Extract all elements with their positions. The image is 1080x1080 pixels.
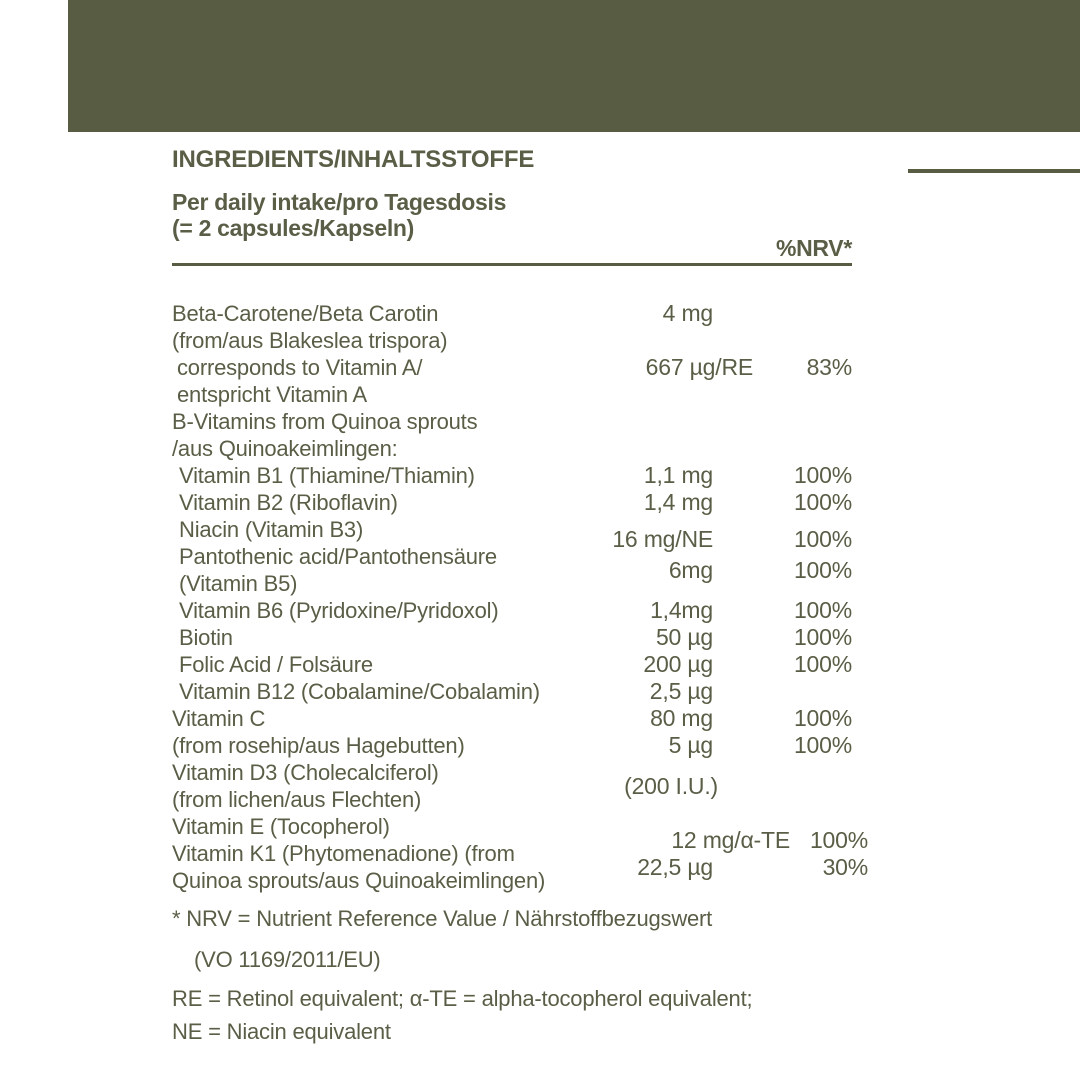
text-line: B-Vitamins from Quinoa sprouts	[172, 409, 478, 434]
daily-intake-line: Per daily intake/pro Tagesdosis	[172, 189, 507, 215]
text-line: 2,5 µg	[649, 678, 713, 704]
text-line: 100%	[793, 526, 852, 552]
text-line: 200 µg	[643, 651, 713, 677]
row-nrv	[713, 624, 852, 651]
text-line: Vitamin D3 (Cholecalciferol)	[172, 760, 439, 785]
text-line: 667 µg/RE	[645, 354, 753, 380]
row-label	[172, 462, 563, 489]
footnote-regulation: (VO 1169/2011/EU)	[194, 947, 381, 972]
table-row	[172, 300, 852, 327]
text-line: 100%	[793, 705, 852, 731]
row-label	[172, 489, 563, 516]
text-line: Beta-Carotene/Beta Carotin	[172, 301, 439, 326]
row-label	[172, 543, 563, 597]
row-label	[172, 678, 563, 705]
row-amount	[563, 651, 713, 678]
footnote-ne: NE = Niacin equivalent	[172, 1019, 391, 1044]
text-line: 100%	[793, 597, 852, 623]
table-row	[172, 327, 852, 408]
text-line: (from lichen/aus Flechten)	[172, 787, 422, 812]
row-label	[172, 327, 563, 408]
row-label	[172, 759, 563, 813]
text-line: Vitamin K1 (Phytomenadione) (from	[172, 841, 515, 866]
row-label	[172, 300, 563, 327]
text-line: 100%	[793, 732, 852, 758]
row-amount	[568, 773, 718, 800]
text-line: 22,5 µg	[637, 853, 713, 880]
row-amount	[603, 354, 753, 381]
header-band	[68, 0, 1080, 132]
text-line: 5 µg	[668, 732, 713, 758]
text-line: Folic Acid / Folsäure	[179, 652, 373, 677]
text-line: entspricht Vitamin A	[177, 382, 368, 407]
row-nrv	[729, 827, 868, 881]
text-line: 100%	[793, 462, 852, 488]
row-label	[172, 651, 563, 678]
row-amount	[563, 597, 713, 624]
text-line: Vitamin B2 (Riboflavin)	[179, 490, 398, 515]
panel-title: INGREDIENTS/INHALTSSTOFFE	[172, 146, 535, 173]
text-line: 4 mg	[662, 300, 713, 326]
text-line: 16 mg/NE	[612, 526, 713, 552]
text-line: Vitamin B6 (Pyridoxine/Pyridoxol)	[179, 598, 499, 623]
text-line: 83%	[806, 354, 852, 380]
row-label	[172, 516, 563, 543]
table-row	[172, 597, 852, 624]
text-line: Vitamin B1 (Thiamine/Thiamin)	[179, 463, 475, 488]
table-row	[172, 813, 868, 894]
text-line: 100%	[793, 624, 852, 650]
text-line: 50 µg	[655, 624, 713, 650]
row-nrv	[713, 557, 852, 584]
text-line: (Vitamin B5)	[179, 571, 298, 596]
footnote-nrv: * NRV = Nutrient Reference Value / Nährstoffbezugswert	[172, 906, 713, 931]
text-line: 1,1 mg	[643, 462, 713, 488]
text-line: Vitamin C	[172, 706, 266, 731]
text-line: (from rosehip/aus Hagebutten)	[172, 733, 465, 758]
text-line: Pantothenic acid/Pantothensäure	[179, 544, 497, 569]
row-nrv	[713, 489, 852, 516]
row-nrv	[713, 705, 852, 759]
row-nrv	[713, 651, 852, 678]
row-nrv	[713, 462, 852, 489]
table-row	[172, 759, 852, 813]
row-amount	[563, 557, 713, 584]
row-label	[172, 624, 563, 651]
ingredients-panel	[172, 146, 868, 1045]
text-line: 12 mg/α-TE	[671, 826, 790, 853]
text-line: 1,4mg	[650, 597, 713, 623]
table-top-rule	[172, 263, 852, 266]
footnotes	[172, 906, 852, 1045]
text-line: (200 I.U.)	[624, 772, 718, 799]
text-line: (from/aus Blakeslea trispora)	[172, 328, 448, 353]
text-line: 1,4 mg	[643, 489, 713, 515]
row-amount	[563, 826, 790, 881]
text-line: /aus Quinoakeimlingen:	[172, 436, 398, 461]
row-nrv	[713, 526, 852, 553]
text-line: 6mg	[668, 556, 713, 583]
text-line: Quinoa sprouts/aus Quinoakeimlingen)	[172, 868, 546, 893]
table-row	[172, 516, 852, 552]
text-line: 100%	[793, 651, 852, 677]
table-row	[172, 462, 852, 489]
row-label	[172, 705, 563, 759]
table-row	[172, 624, 852, 651]
table-row	[172, 408, 852, 462]
table-row	[172, 678, 852, 705]
text-line: 80 mg	[650, 705, 713, 731]
table-row	[172, 705, 852, 759]
table-row	[172, 651, 852, 678]
daily-intake-heading	[172, 189, 852, 241]
row-amount	[563, 300, 713, 327]
row-label	[172, 813, 563, 894]
text-line: 30%	[822, 853, 868, 880]
row-amount	[563, 462, 713, 489]
text-line: 100%	[809, 826, 868, 853]
table-row	[172, 489, 852, 516]
nutrition-table	[172, 300, 868, 894]
footnote-re-ate: RE = Retinol equivalent; α-TE = alpha-tocopherol equivalent;	[172, 986, 753, 1011]
text-line: Vitamin E (Tocopherol)	[172, 814, 390, 839]
top-right-rule	[908, 169, 1080, 173]
row-amount	[563, 489, 713, 516]
text-line: Niacin (Vitamin B3)	[179, 517, 364, 542]
text-line: 100%	[793, 489, 852, 515]
row-amount	[563, 705, 713, 759]
row-amount	[563, 624, 713, 651]
row-amount	[563, 678, 713, 705]
nrv-column-header: %NRV*	[775, 235, 852, 261]
daily-intake-line: (= 2 capsules/Kapseln)	[172, 215, 415, 241]
text-line: Biotin	[179, 625, 233, 650]
text-line: 100%	[793, 556, 852, 583]
row-label	[172, 597, 563, 624]
text-line: corresponds to Vitamin A/	[177, 355, 423, 380]
text-line: Vitamin B12 (Cobalamine/Cobalamin)	[179, 679, 540, 704]
row-nrv	[713, 597, 852, 624]
row-label	[172, 408, 563, 462]
row-amount	[563, 526, 713, 553]
